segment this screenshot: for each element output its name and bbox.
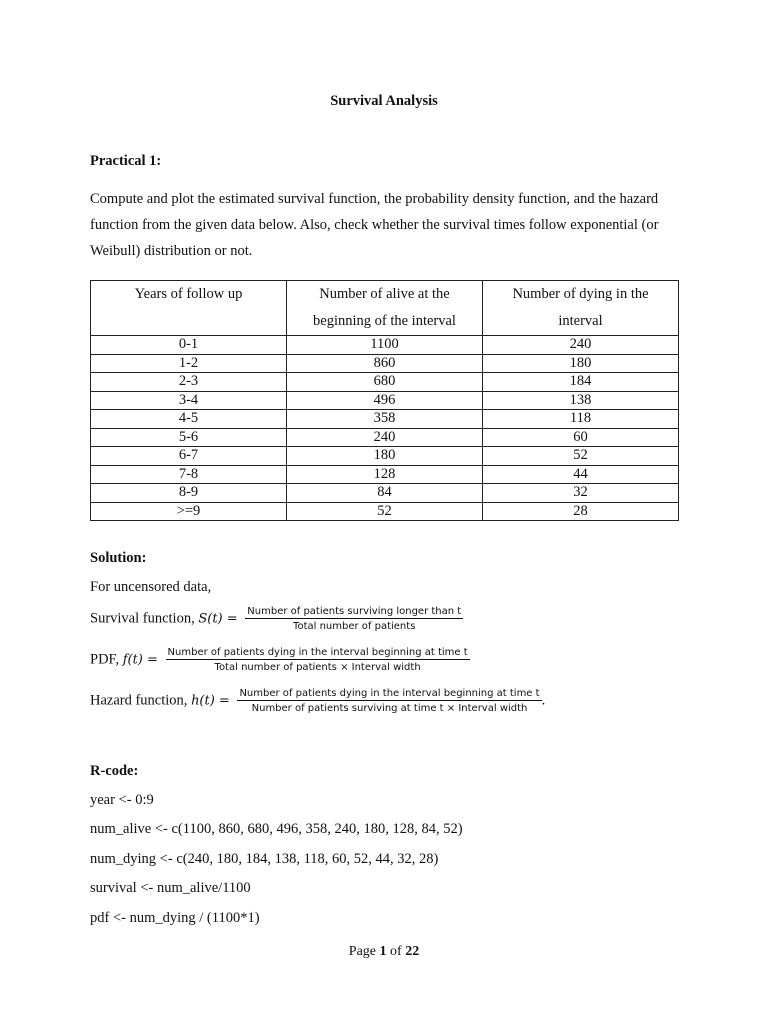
cell-alive: 240 bbox=[287, 428, 483, 447]
hazard-denominator: Number of patients surviving at time t × Interval width bbox=[251, 703, 528, 714]
survival-fraction bbox=[245, 606, 463, 632]
cell-dying: 60 bbox=[483, 428, 679, 447]
table-row bbox=[91, 391, 679, 410]
survival-label: Survival function, bbox=[90, 610, 199, 627]
cell-years: 2-3 bbox=[91, 373, 287, 392]
survival-formula bbox=[90, 606, 463, 632]
hazard-label: Hazard function, bbox=[90, 692, 192, 709]
cell-dying: 240 bbox=[483, 336, 679, 355]
page-footer bbox=[0, 944, 768, 960]
table-row bbox=[91, 465, 679, 484]
cell-years: 4-5 bbox=[91, 410, 287, 429]
cell-dying: 44 bbox=[483, 465, 679, 484]
cell-alive: 680 bbox=[287, 373, 483, 392]
intro-line-3: Weibull) distribution or not. bbox=[90, 243, 253, 259]
cell-years: 7-8 bbox=[91, 465, 287, 484]
code-line: year <- 0:9 bbox=[90, 792, 154, 808]
cell-alive: 496 bbox=[287, 391, 483, 410]
pdf-formula bbox=[90, 647, 470, 673]
survival-numerator: Number of patients surviving longer than t bbox=[247, 606, 462, 617]
cell-years: 6-7 bbox=[91, 447, 287, 466]
cell-years: 0-1 bbox=[91, 336, 287, 355]
cell-years: 8-9 bbox=[91, 484, 287, 503]
pdf-symbol: f(t) = bbox=[122, 652, 158, 668]
solution-heading: Solution: bbox=[90, 550, 147, 566]
intro-paragraph bbox=[90, 186, 680, 264]
cell-alive: 52 bbox=[287, 502, 483, 521]
cell-dying: 118 bbox=[483, 410, 679, 429]
cell-years: 1-2 bbox=[91, 354, 287, 373]
pdf-numerator: Number of patients dying in the interval beginning at time t bbox=[167, 647, 468, 658]
page-number: 1 bbox=[379, 944, 387, 959]
pdf-fraction bbox=[166, 647, 470, 673]
cell-alive: 128 bbox=[287, 465, 483, 484]
code-line: pdf <- num_dying / (1100*1) bbox=[90, 910, 260, 926]
cell-alive: 358 bbox=[287, 410, 483, 429]
cell-dying: 52 bbox=[483, 447, 679, 466]
table-row bbox=[91, 447, 679, 466]
practical-heading: Practical 1: bbox=[90, 153, 162, 169]
cell-years: 5-6 bbox=[91, 428, 287, 447]
survival-symbol: S(t) = bbox=[198, 611, 238, 627]
hazard-symbol: h(t) = bbox=[191, 693, 230, 709]
cell-alive: 1100 bbox=[287, 336, 483, 355]
cell-alive: 180 bbox=[287, 447, 483, 466]
uncensored-text: For uncensored data, bbox=[90, 579, 212, 595]
cell-years: 3-4 bbox=[91, 391, 287, 410]
rcode-heading: R-code: bbox=[90, 763, 139, 779]
page-total: 22 bbox=[405, 944, 420, 959]
hazard-period: . bbox=[541, 692, 546, 709]
header-alive: Number of alive at the beginning of the interval bbox=[287, 281, 483, 336]
cell-alive: 860 bbox=[287, 354, 483, 373]
page-label: Page bbox=[348, 944, 380, 959]
header-years: Years of follow up bbox=[91, 281, 287, 336]
hazard-fraction bbox=[237, 688, 541, 714]
intro-line-2: function from the given data below. Also, check whether the survival times follow exponential (or bbox=[90, 217, 659, 233]
survival-denominator: Total number of patients bbox=[293, 621, 416, 632]
document-title: Survival Analysis bbox=[330, 93, 438, 109]
table-row bbox=[91, 428, 679, 447]
table-row bbox=[91, 484, 679, 503]
table-row bbox=[91, 354, 679, 373]
follow-up-table bbox=[90, 280, 679, 521]
code-line: num_dying <- c(240, 180, 184, 138, 118, 60, 52, 44, 32, 28) bbox=[90, 851, 439, 867]
pdf-denominator: Total number of patients × Interval width bbox=[214, 662, 421, 673]
code-line: num_alive <- c(1100, 860, 680, 496, 358, 240, 180, 128, 84, 52) bbox=[90, 821, 463, 837]
code-line: survival <- num_alive/1100 bbox=[90, 880, 251, 896]
table-row bbox=[91, 336, 679, 355]
table-row bbox=[91, 373, 679, 392]
cell-years: >=9 bbox=[91, 502, 287, 521]
cell-alive: 84 bbox=[287, 484, 483, 503]
cell-dying: 32 bbox=[483, 484, 679, 503]
table-header-row bbox=[91, 281, 679, 336]
cell-dying: 180 bbox=[483, 354, 679, 373]
intro-line-1: Compute and plot the estimated survival function, the probability density function, and the hazard bbox=[90, 191, 659, 207]
table-row bbox=[91, 502, 679, 521]
header-dying: Number of dying in the interval bbox=[483, 281, 679, 336]
table-row bbox=[91, 410, 679, 429]
cell-dying: 138 bbox=[483, 391, 679, 410]
hazard-formula bbox=[90, 688, 545, 714]
hazard-numerator: Number of patients dying in the interval beginning at time t bbox=[239, 688, 540, 699]
cell-dying: 28 bbox=[483, 502, 679, 521]
pdf-label: PDF, bbox=[90, 651, 123, 668]
cell-dying: 184 bbox=[483, 373, 679, 392]
of-label: of bbox=[386, 944, 406, 959]
